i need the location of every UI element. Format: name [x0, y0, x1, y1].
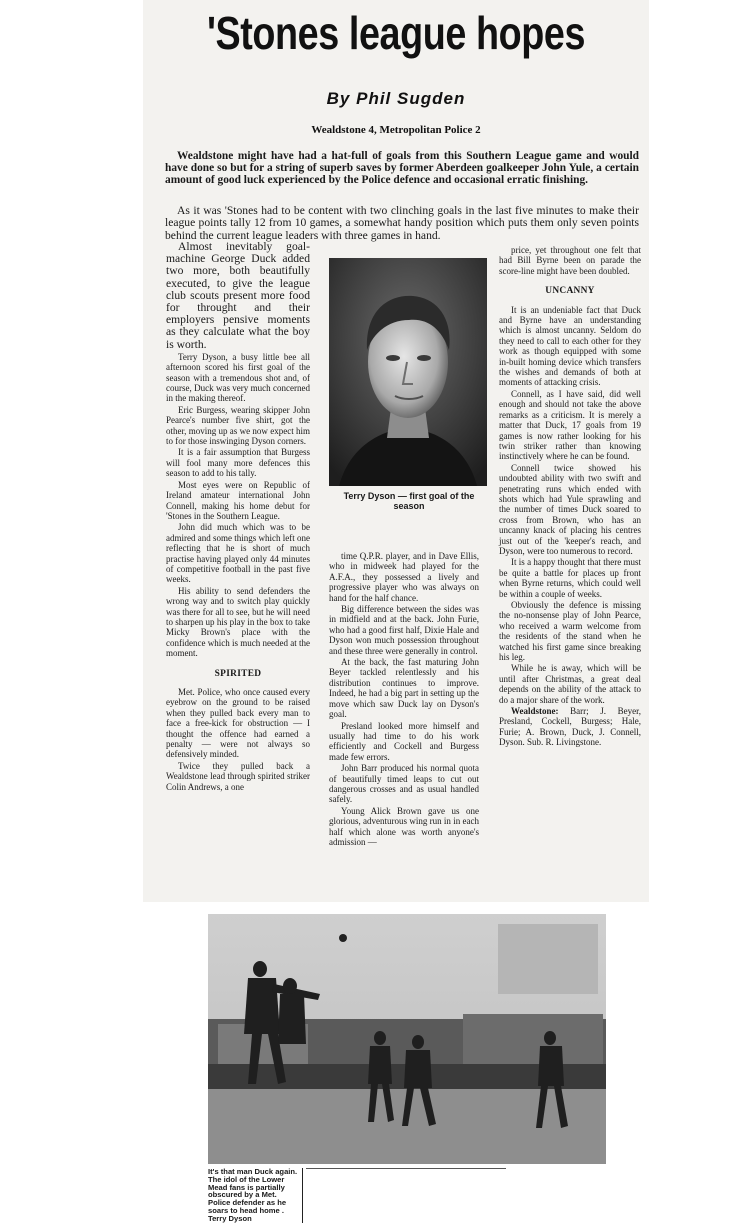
col1-p8: Twice they pulled back a Wealdstone lead through spirited striker Colin Andrews, a one [166, 760, 310, 792]
col1-p4: Most eyes were on Republic of Ireland amateur international John Connell, making his home debut for 'Stones in the Southern League. [166, 479, 310, 521]
col2-p1: time Q.P.R. player, and in Dave Ellis, who in midweek had played for the A.F.A., they possessed a lively and progressive player who was always on hand for the half chance. [329, 551, 479, 603]
headline: 'Stones league hopes [206, 7, 586, 59]
col2-p4: Presland looked more himself and usually had time to do his work efficiently and Cockell and Burgess made few errors. [329, 720, 479, 762]
terry-dyson-portrait-photo [329, 258, 487, 486]
lineup [499, 706, 641, 748]
intro-text: Wealdstone might have had a hat-full of goals from this Southern League game and would have done so but for a string of superb saves by former Aberdeen goalkeeper John Yule, a certain amount of good luck experienced by the Police defence and occasional erratic finishing. [165, 150, 639, 186]
match-action-photo [208, 914, 606, 1164]
portrait-caption: Terry Dyson — first goal of the season [343, 491, 475, 511]
byline: By Phil Sugden [326, 89, 466, 108]
caption-rule [306, 1168, 506, 1169]
col3-p1: It is an undeniable fact that Duck and Byrne have an understanding which is almost uncanny. Seldom do they need to call to each other for they work as though equipped with some in-built homing device which transfers the wishes and demands of both at moments of attacking crisis. [499, 304, 641, 388]
col2-p6: Young Alick Brown gave us one glorious, adventurous wing run in in each half which alone was worth anyone's admission — [329, 805, 479, 847]
second-paragraph-text: As it was 'Stones had to be content with two clinching goals in the last five minutes to make their league points tally 12 from 10 games, a somewhat handy position which puts them only seven points behind the current league leaders with three games in hand. [165, 204, 639, 242]
col1-p6: His ability to send defenders the wrong way and to switch play quickly was there for all to see, but he will need to sharpen up his play in the box to take Micky Brown's place with the confidence which is much needed at the moment. [166, 585, 310, 659]
col2-p5: John Barr produced his normal quota of beautifully timed leaps to cut out dangerous crosses and as usual handled safely. [329, 763, 479, 805]
col1-p3: It is a fair assumption that Burgess will fool many more defences this season to add to his tally. [166, 447, 310, 479]
col2-p3: At the back, the fast maturing John Beyer tackled relentlessly and his distribution continues to improve. Indeed, he had a big part in setting up the move which saw Duck lay on Dyson's goal. [329, 657, 479, 720]
column-1 [166, 241, 310, 793]
col3-p3: Connell twice showed his undoubted ability with two swift and penetrating runs which ended with shots which had Yule sprawling and the number of times Duck soared to cross from Brown, who has an uncanny knack of placing his centres just out of the 'keeper's reach, and Dyson, were too numerous to record. [499, 462, 641, 556]
col2-p2: Big difference between the sides was in midfield and at the back. John Furie, who had a good first half, Dixie Hale and Dyson won much possession throughout and these three were generally in control. [329, 604, 479, 656]
col1-p5: John did much which was to be admired and some things which left one reflecting that he is short of much practise having played only 44 minutes of competitive football in the past five weeks. [166, 522, 310, 585]
match-action-illustration [208, 914, 606, 1164]
col3-lead: price, yet throughout one felt that had Bill Byrne been on parade the score-line might have been doubled. [499, 245, 641, 276]
col1-p2: Eric Burgess, wearing skipper John Pearce's number five shirt, got the other, moving up as we now expect him to for those inswinging Dyson corners. [166, 404, 310, 447]
column-3 [499, 245, 641, 749]
col3-p5: Obviously the defence is missing the no-nonsense play of John Pearce, who received a warm welcome from the residents of the stand when he watched his first game since breaking his leg. [499, 600, 641, 663]
portrait-illustration [329, 258, 487, 486]
col1-p1: Terry Dyson, a busy little bee all afternoon scored his first goal of the season with a tremendous shot and, of course, Duck was very much concerned in the making thereof. [166, 351, 310, 404]
second-paragraph [165, 205, 639, 242]
col3-p4: It is a happy thought that there must be quite a battle for places up front when Byrne returns, which could well be within a couple of weeks. [499, 557, 641, 599]
subhead-spirited: SPIRITED [214, 668, 262, 679]
scoreline: Wealdstone 4, Metropolitan Police 2 [311, 124, 481, 136]
action-photo-caption: It's that man Duck again. The idol of the Lower Mead fans is partially obscured by a Met. Police defender as he soars to head home . Terry Dyson [208, 1168, 303, 1223]
subhead-uncanny: UNCANNY [545, 286, 595, 297]
newspaper-page [143, 0, 649, 902]
intro-paragraph [165, 150, 639, 186]
col3-p2: Connell, as I have said, did well enough and should not take the above remarks as a criticism. It is merely a matter that Duck, 17 goals from 19 games is now rather looking for his twin striker rather than knowing instinctively where he can be found. [499, 388, 641, 462]
col1-p7: Met. Police, who once caused every eyebrow on the ground to be raised when they pulled back every man to face a free-kick for obstruction — I thought the offence had earned a penalty — were not always so defensively minded. [166, 687, 310, 760]
lineup-heading: Wealdstone: [511, 706, 559, 717]
lineup-players: Barr; J. Beyer, Presland, Cockell, Burgess; Hale, Furie; A. Brown, Duck, J. Connell, Dyson. Sub. R. Livingstone. [499, 706, 641, 748]
col1-lead: Almost inevitably goal-machine George Duck added two more, both beautifully executed, to give the league club scouts present more food for throught and their employers pensive moments as they calculate what the boy is worth. [166, 240, 310, 351]
column-2 [329, 551, 479, 848]
col3-p6: While he is away, which will be until after Christmas, a great deal depends on the ability of the attack to do a major share of the work. [499, 663, 641, 705]
